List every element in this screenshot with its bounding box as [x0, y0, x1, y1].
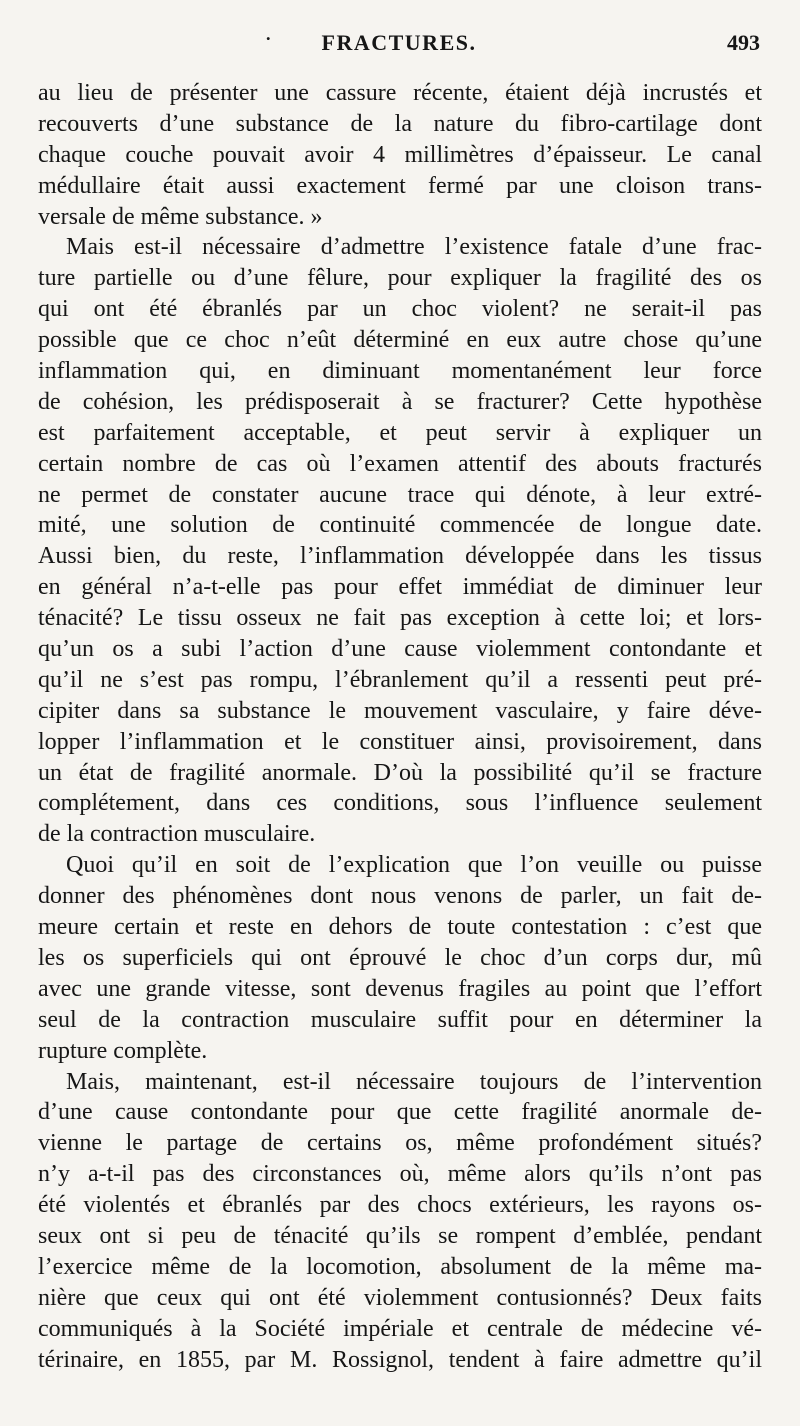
text-line: d’une cause contondante pour que cette fragilité anormale de- — [38, 1099, 762, 1126]
text-line: Quoi qu’il en soit de l’explication que l’on veuille ou puisse — [66, 852, 762, 879]
text-line: donner des phénomènes dont nous venons de parler, un fait de- — [38, 883, 762, 910]
text-line: ture partielle ou d’une fêlure, pour expliquer la fragilité des os — [38, 265, 762, 292]
text-line: communiqués à la Société impériale et centrale de médecine vé- — [38, 1315, 762, 1342]
page-header — [38, 24, 760, 64]
text-line: mité, une solution de continuité commencée de longue date. — [38, 512, 762, 539]
text-line: qu’il ne s’est pas rompu, l’ébranlement qu’il a ressenti peut pré- — [38, 666, 762, 693]
text-line: térinaire, en 1855, par M. Rossignol, tendent à faire admettre qu’il — [38, 1346, 762, 1373]
text-line: certain nombre de cas où l’examen attentif des abouts fracturés — [38, 450, 762, 477]
text-line: complétement, dans ces conditions, sous l’influence seulement — [38, 790, 762, 817]
text-line: avec une grande vitesse, sont devenus fragiles au point que l’effort — [38, 975, 762, 1002]
text-line: ténacité? Le tissu osseux ne fait pas exception à cette loi; et lors- — [38, 605, 762, 632]
text-line: chaque couche pouvait avoir 4 millimètres d’épaisseur. Le canal — [38, 141, 762, 168]
running-title: FRACTURES. — [321, 30, 477, 55]
text-line: l’exercice même de la locomotion, absolument de la même ma- — [38, 1253, 762, 1280]
body-text — [38, 78, 762, 1375]
text-line: inflammation qui, en diminuant momentanément leur force — [38, 358, 762, 385]
page-number: 493 — [727, 30, 760, 55]
text-line: les os superficiels qui ont éprouvé le choc d’un corps dur, mû — [38, 944, 762, 971]
text-line: de cohésion, les prédisposerait à se fracturer? Cette hypothèse — [38, 388, 762, 415]
text-line: Aussi bien, du reste, l’inflammation développée dans les tissus — [38, 543, 762, 570]
text-line: Mais, maintenant, est-il nécessaire toujours de l’intervention — [66, 1068, 762, 1095]
text-line: ne permet de constater aucune trace qui dénote, à leur extré- — [38, 481, 762, 508]
text-line: vienne le partage de certains os, même profondément situés? — [38, 1130, 762, 1157]
text-line: de la contraction musculaire. — [38, 821, 316, 848]
text-line: recouverts d’une substance de la nature du fibro-cartilage dont — [38, 110, 762, 137]
text-line: nière que ceux qui ont été violemment contusionnés? Deux faits — [38, 1284, 762, 1311]
text-line: au lieu de présenter une cassure récente, étaient déjà incrustés et — [38, 80, 762, 106]
text-line: rupture complète. — [38, 1037, 208, 1064]
text-line: Mais est-il nécessaire d’admettre l’existence fatale d’une frac- — [66, 234, 762, 261]
text-line: cipiter dans sa substance le mouvement vasculaire, y faire déve- — [38, 697, 762, 724]
text-line: possible que ce choc n’eût déterminé en eux autre chose qu’une — [38, 327, 762, 354]
text-line: seux ont si peu de ténacité qu’ils se rompent d’emblée, pendant — [38, 1222, 762, 1249]
text-line: seul de la contraction musculaire suffit pour en déterminer la — [38, 1006, 762, 1033]
header-mark: . — [266, 24, 271, 44]
text-line: qui ont été ébranlés par un choc violent? ne serait-il pas — [38, 296, 762, 323]
text-line: lopper l’inflammation et le constituer ainsi, provisoirement, dans — [38, 728, 762, 755]
text-line: n’y a-t-il pas des circonstances où, même alors qu’ils n’ont pas — [38, 1161, 762, 1188]
text-line: qu’un os a subi l’action d’une cause violemment contondante et — [38, 636, 762, 663]
text-line: médullaire était aussi exactement fermé par une cloison trans- — [38, 172, 762, 199]
text-line: été violentés et ébranlés par des chocs extérieurs, les rayons os- — [38, 1192, 762, 1219]
text-line: versale de même substance. » — [38, 203, 323, 230]
text-line: est parfaitement acceptable, et peut servir à expliquer un — [38, 419, 762, 446]
text-line: en général n’a-t-elle pas pour effet immédiat de diminuer leur — [38, 574, 762, 601]
text-line: un état de fragilité anormale. D’où la possibilité qu’il se fracture — [38, 759, 762, 786]
text-line: meure certain et reste en dehors de toute contestation : c’est que — [38, 914, 762, 941]
